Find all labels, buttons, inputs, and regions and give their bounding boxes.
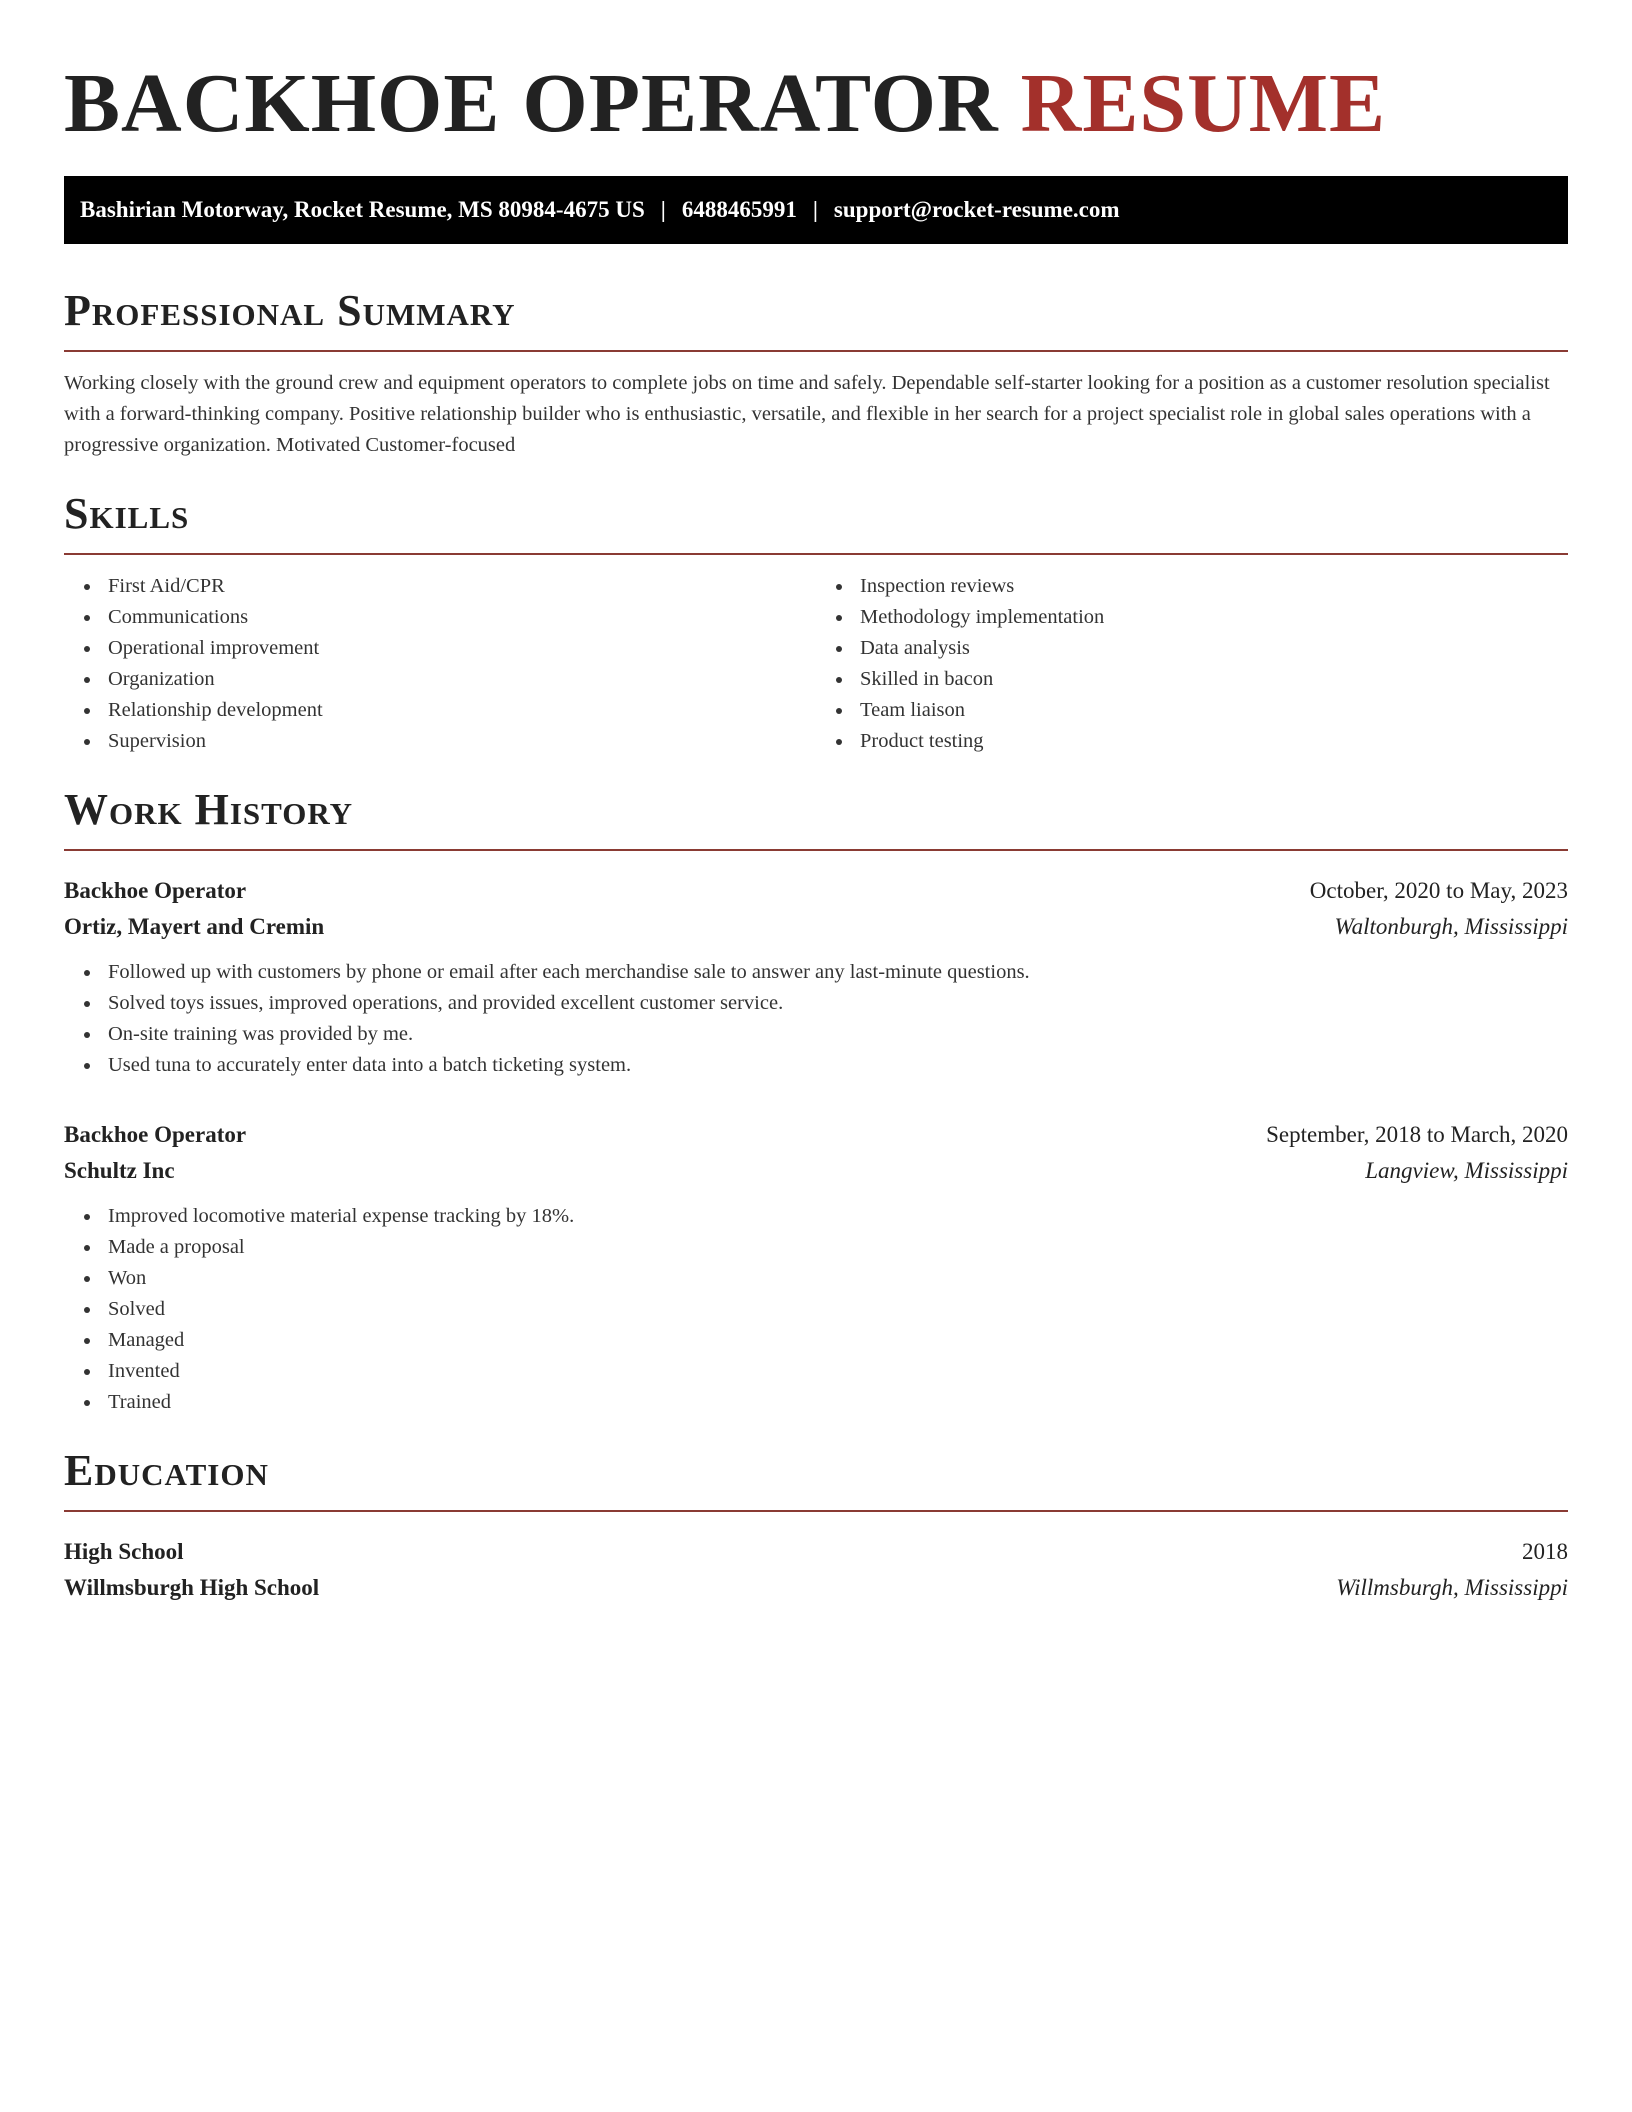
skill-item: First Aid/CPR <box>108 571 816 602</box>
job-bullet: On-site training was provided by me. <box>108 1019 1568 1050</box>
job-location: Langview, Mississippi <box>1365 1158 1568 1183</box>
job-entry <box>64 873 1568 1081</box>
skills-heading: Skills <box>64 489 190 538</box>
job-bullet: Managed <box>108 1325 1568 1356</box>
skill-item: Product testing <box>860 726 1568 757</box>
resume-title <box>64 56 1568 152</box>
job-location: Waltonburgh, Mississippi <box>1334 914 1568 939</box>
job-company: Ortiz, Mayert and Cremin <box>64 914 325 939</box>
skill-item: Supervision <box>108 726 816 757</box>
contact-separator: | <box>660 197 666 222</box>
skills-column-right <box>816 571 1568 757</box>
education-entry <box>64 1534 1568 1606</box>
skill-item: Data analysis <box>860 633 1568 664</box>
skill-item: Operational improvement <box>108 633 816 664</box>
education-degree: High School <box>64 1539 184 1564</box>
job-bullet: Invented <box>108 1356 1568 1387</box>
section-divider <box>64 350 1568 352</box>
job-bullet: Improved locomotive material expense tracking by 18%. <box>108 1201 1568 1232</box>
contact-bar <box>64 176 1568 244</box>
job-bullet: Followed up with customers by phone or email after each merchandise sale to answer any last-minute questions. <box>108 957 1568 988</box>
job-bullets <box>64 1201 1568 1418</box>
title-accent: RESUME <box>1020 57 1387 150</box>
job-bullet: Made a proposal <box>108 1232 1568 1263</box>
job-entry <box>64 1117 1568 1418</box>
education-year: 2018 <box>1522 1539 1568 1564</box>
section-divider <box>64 849 1568 851</box>
work-history-section <box>64 785 1568 1418</box>
skills-list <box>64 571 1568 757</box>
skills-section <box>64 489 1568 757</box>
contact-email: support@rocket-resume.com <box>833 197 1120 222</box>
title-main: BACKHOE OPERATOR <box>64 57 999 150</box>
job-bullet: Won <box>108 1263 1568 1294</box>
work-history-heading: Work History <box>64 785 354 834</box>
education-location: Willmsburgh, Mississippi <box>1336 1575 1568 1600</box>
contact-phone: 6488465991 <box>681 197 797 222</box>
job-position: Backhoe Operator <box>64 1122 247 1147</box>
contact-separator: | <box>812 197 818 222</box>
job-dates: September, 2018 to March, 2020 <box>1266 1122 1568 1147</box>
skill-item: Team liaison <box>860 695 1568 726</box>
job-bullets <box>64 957 1568 1081</box>
skill-item: Inspection reviews <box>860 571 1568 602</box>
job-dates: October, 2020 to May, 2023 <box>1309 878 1568 903</box>
section-divider <box>64 1510 1568 1512</box>
summary-heading: Professional Summary <box>64 286 516 335</box>
job-bullet: Used tuna to accurately enter data into a batch ticketing system. <box>108 1050 1568 1081</box>
education-section <box>64 1446 1568 1606</box>
skills-column-left <box>64 571 816 757</box>
job-position: Backhoe Operator <box>64 878 247 903</box>
summary-section <box>64 286 1568 461</box>
job-bullet: Solved <box>108 1294 1568 1325</box>
skill-item: Skilled in bacon <box>860 664 1568 695</box>
education-school: Willmsburgh High School <box>64 1575 320 1600</box>
job-bullet: Solved toys issues, improved operations, and provided excellent customer service. <box>108 988 1568 1019</box>
skill-item: Organization <box>108 664 816 695</box>
section-divider <box>64 553 1568 555</box>
skill-item: Communications <box>108 602 816 633</box>
job-company: Schultz Inc <box>64 1158 175 1183</box>
job-bullet: Trained <box>108 1387 1568 1418</box>
summary-text: Working closely with the ground crew and equipment operators to complete jobs on time and safely. Dependable self-starter looking for a position as a customer resolution specialist with a forward-thinking company. Positive relationship builder who is enthusiastic, versatile, and flexible in her search for a project specialist role in global sales operations with a progressive organization. Motivated Customer-focused <box>64 372 1550 456</box>
education-heading: Education <box>64 1446 269 1495</box>
skill-item: Relationship development <box>108 695 816 726</box>
skill-item: Methodology implementation <box>860 602 1568 633</box>
contact-address: Bashirian Motorway, Rocket Resume, MS 80984-4675 US <box>80 197 645 222</box>
